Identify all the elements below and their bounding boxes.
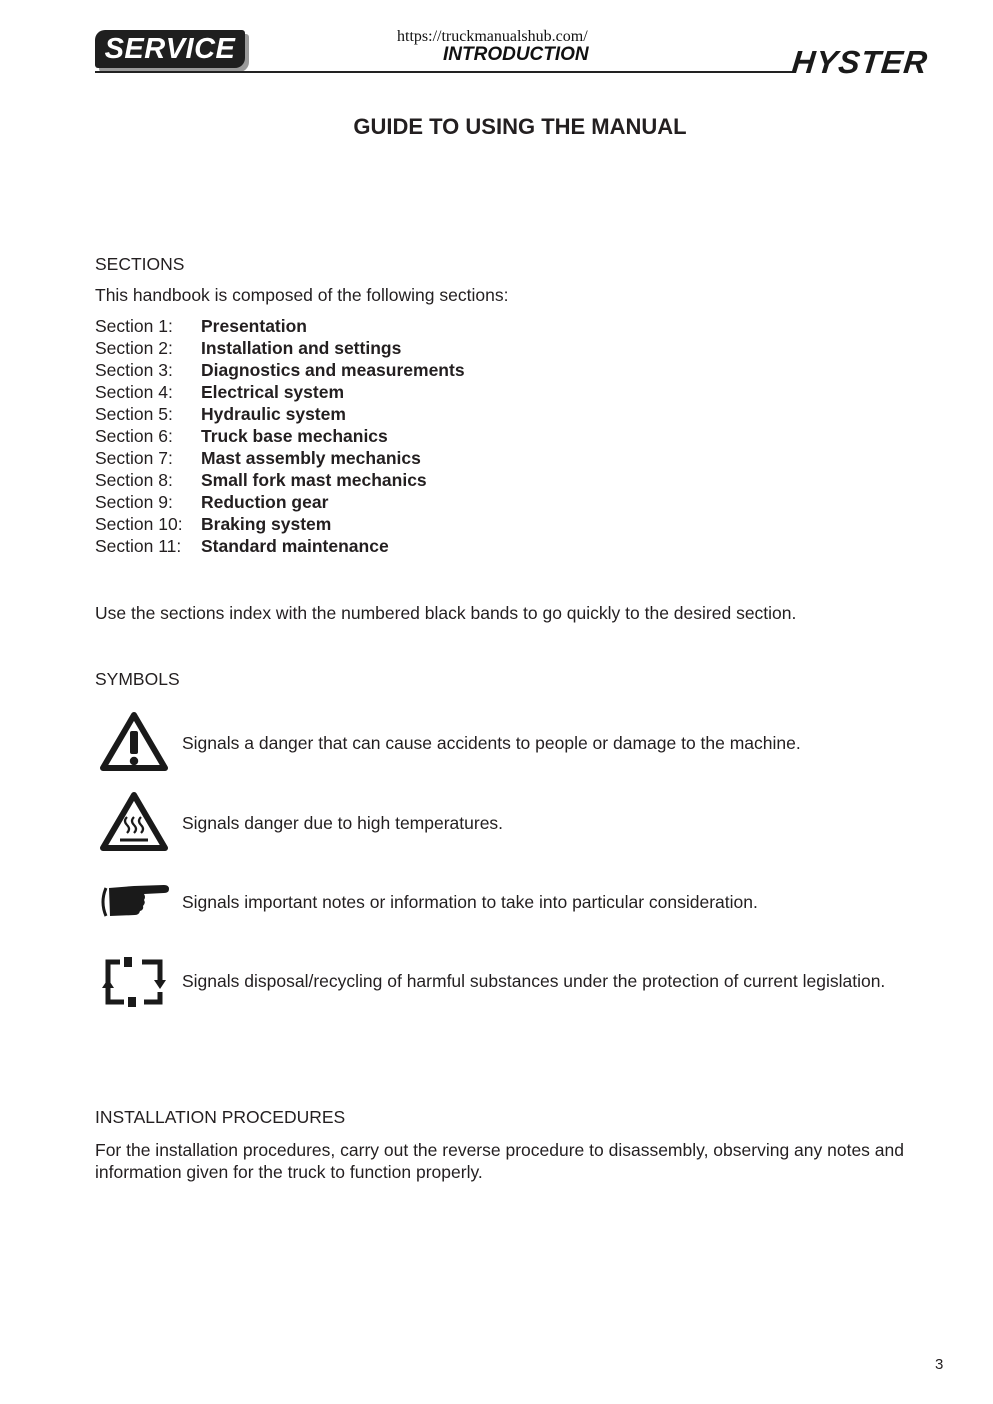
section-number: Section 4:: [95, 382, 173, 402]
section-number: Section 3:: [95, 360, 173, 380]
section-name: Reduction gear: [201, 492, 329, 512]
section-row: [95, 513, 465, 535]
recycling-icon: [98, 950, 170, 1014]
source-url[interactable]: https://truckmanualshub.com/: [397, 28, 588, 45]
page-number: 3: [935, 1356, 944, 1373]
section-row: [95, 381, 465, 403]
symbol-description: Signals danger due to high temperatures.: [182, 813, 504, 833]
section-row: [95, 403, 465, 425]
section-name: Electrical system: [201, 382, 345, 402]
section-number: Section 9:: [95, 492, 173, 512]
installation-heading: INSTALLATION PROCEDURES: [95, 1107, 346, 1127]
section-name: Truck base mechanics: [201, 426, 388, 446]
section-name: Hydraulic system: [201, 404, 346, 424]
section-number: Section 7:: [95, 448, 173, 468]
symbol-description: Signals a danger that can cause accidents to people or damage to the machine.: [182, 733, 801, 753]
hot-surface-icon: [98, 790, 170, 854]
section-row: [95, 425, 465, 447]
sections-heading: SECTIONS: [95, 254, 185, 274]
section-name: Presentation: [201, 316, 307, 336]
symbol-description: Signals disposal/recycling of harmful substances under the protection of current legislation.: [182, 971, 886, 991]
section-name: Diagnostics and measurements: [201, 360, 465, 380]
header-divider: [95, 71, 792, 73]
brand-logo: HYSTER: [790, 44, 930, 80]
header-section-title: INTRODUCTION: [443, 44, 589, 65]
section-row: [95, 359, 465, 381]
section-number: Section 2:: [95, 338, 173, 358]
section-name: Small fork mast mechanics: [201, 470, 427, 490]
warning-triangle-icon: [98, 710, 170, 774]
symbols-heading: SYMBOLS: [95, 669, 180, 689]
section-number: Section 1:: [95, 316, 173, 336]
section-name: Installation and settings: [201, 338, 402, 358]
section-row: [95, 535, 465, 557]
section-number: Section 5:: [95, 404, 173, 424]
section-number: Section 8:: [95, 470, 173, 490]
section-name: Standard maintenance: [201, 536, 389, 556]
section-number: Section 10:: [95, 514, 183, 534]
sections-list: [95, 315, 465, 557]
sections-note: Use the sections index with the numbered black bands to go quickly to the desired section.: [95, 603, 797, 623]
installation-text-line-2: information given for the truck to function properly.: [95, 1162, 483, 1182]
page-title: GUIDE TO USING THE MANUAL: [353, 114, 687, 139]
symbol-description: Signals important notes or information to take into particular consideration.: [182, 892, 758, 912]
section-name: Braking system: [201, 514, 332, 534]
section-number: Section 11:: [95, 536, 182, 556]
section-row: [95, 469, 465, 491]
section-row: [95, 337, 465, 359]
section-row: [95, 491, 465, 513]
section-row: [95, 447, 465, 469]
service-logo-text: SERVICE: [104, 32, 236, 65]
installation-text-line-1: For the installation procedures, carry out the reverse procedure to disassembly, observing any notes and: [95, 1140, 904, 1160]
service-logo: [95, 30, 245, 68]
sections-intro: This handbook is composed of the following sections:: [95, 285, 509, 305]
section-row: [95, 315, 465, 337]
pointing-hand-icon: [98, 872, 170, 936]
section-name: Mast assembly mechanics: [201, 448, 421, 468]
section-number: Section 6:: [95, 426, 173, 446]
